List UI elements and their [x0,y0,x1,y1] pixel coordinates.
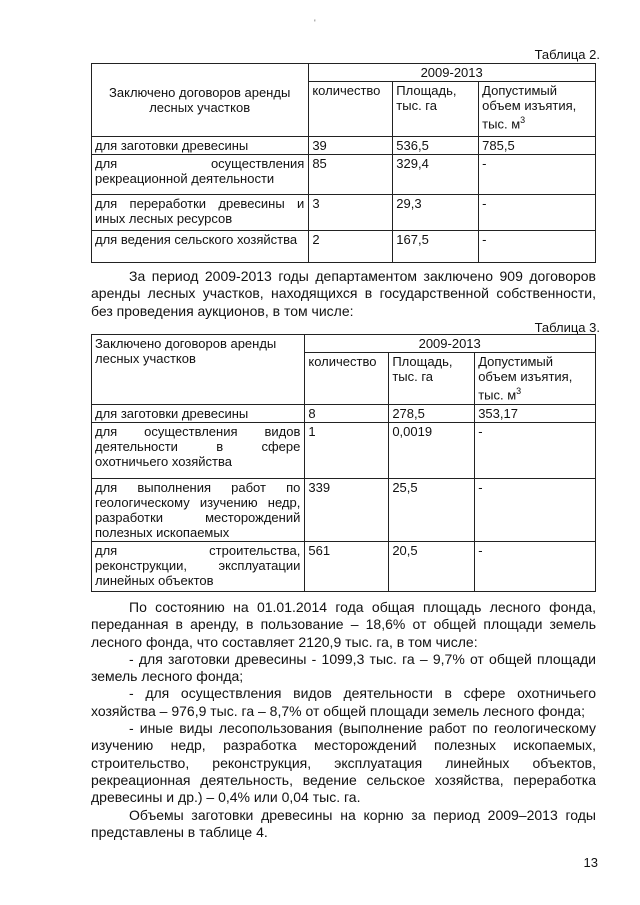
table-cell-volume: 785,5 [479,137,596,155]
scan-mark: ' [314,18,316,28]
paragraph-2-item-3: - иные виды лесопользования (выполнение работ по геологическому изучению недр, разработка месторождений полезных ископаемых, строительство, реконструкция, эксплуатация линейных объектов, рекреационная деятельность, ведение сельское хозяйства, переработка древесины и др.) – 0,4% или 0,04 тыс. га. [91,720,596,806]
table-cell-area: 29,3 [393,195,479,231]
table2-head-left: Заключено договоров аренды лесных участков [92,64,309,137]
table-cell-label: для осуществления видов деятельности в сфере охотничьего хозяйства [92,423,305,479]
table-cell-count: 339 [305,479,389,542]
table3-col-count: количество [305,353,389,405]
table2 [91,63,596,263]
table-cell-count: 561 [305,542,389,592]
table-cell-label: для строительства, реконструкции, эксплуатации линейных объектов [92,542,305,592]
table-cell-area: 0,0019 [389,423,475,479]
paragraph-1 [91,268,596,320]
table-cell-count: 2 [309,231,393,263]
table3-period: 2009-2013 [305,335,596,353]
paragraph-2-intro: По состоянию на 01.01.2014 года общая площадь лесного фонда, переданная в аренду, в пользование – 18,6% от общей площади земель лесного фонда, что составляет 2120,9 тыс. га, в том числе: [91,599,596,650]
table-cell-area: 167,5 [393,231,479,263]
table-cell-area: 329,4 [393,155,479,195]
table-cell-volume: - [475,479,596,542]
table-cell-area: 20,5 [389,542,475,592]
table3-caption: Таблица 3. [534,320,600,335]
table-cell-label: для заготовки древесины [92,137,309,155]
table3-col-area: Площадь, тыс. га [389,353,475,405]
table2-col-volume [479,82,596,137]
paragraph-2-outro: Объемы заготовки древесины на корню за период 2009–2013 годы представлены в таблице 4. [91,806,596,840]
table-cell-volume: - [479,195,596,231]
table-cell-label: для переработки древесины и иных лесных ресурсов [92,195,309,231]
table3 [91,334,596,592]
table-cell-label: для выполнения работ по геологическому изучению недр, разработки месторождений полезных ископаемых [92,479,305,542]
table-cell-volume: - [479,155,596,195]
table-cell-area: 536,5 [393,137,479,155]
table2-period: 2009-2013 [309,64,596,82]
table-cell-area: 25,5 [389,479,475,542]
table-cell-area: 278,5 [389,405,475,423]
table2-col-area: Площадь, тыс. га [393,82,479,137]
paragraph-2-item-1: - для заготовки древесины - 1099,3 тыс. га – 9,7% от общей площади земель лесного фонда; [91,650,596,685]
table2-col-count: количество [309,82,393,137]
table-cell-volume: 353,17 [475,405,596,423]
table3-col-volume-sup: 3 [516,386,522,396]
table-cell-count: 1 [305,423,389,479]
page-number: 13 [583,855,598,870]
paragraph-1-text: За период 2009-2013 годы департаментом заключено 909 договоров аренды лесных участков, находящихся в государственной собственности, без проведения аукционов, в том числе: [91,268,596,319]
table-cell-volume: - [475,542,596,592]
table-cell-count: 39 [309,137,393,155]
paragraph-2-item-2: - для осуществления видов деятельности в сфере охотничьего хозяйства – 976,9 тыс. га – 8,7% от общей площади земель лесного фонда; [91,685,596,719]
paragraph-2 [91,599,596,841]
table-cell-count: 85 [309,155,393,195]
table3-col-volume [475,353,596,405]
table2-col-volume-text: Допустимый объем изъятия, тыс. м [482,83,577,132]
table-cell-volume: - [479,231,596,263]
table-cell-label: для осуществления рекреационной деятельности [92,155,309,195]
table3-col-volume-text: Допустимый объем изъятия, тыс. м [478,354,573,403]
table-cell-label: для ведения сельского хозяйства [92,231,309,263]
table2-col-volume-sup: 3 [520,115,526,125]
table-cell-volume: - [475,423,596,479]
table-cell-count: 8 [305,405,389,423]
table-cell-count: 3 [309,195,393,231]
table3-head-left: Заключено договоров аренды лесных участков [92,335,305,405]
table2-caption: Таблица 2. [534,47,600,62]
table-cell-label: для заготовки древесины [92,405,305,423]
